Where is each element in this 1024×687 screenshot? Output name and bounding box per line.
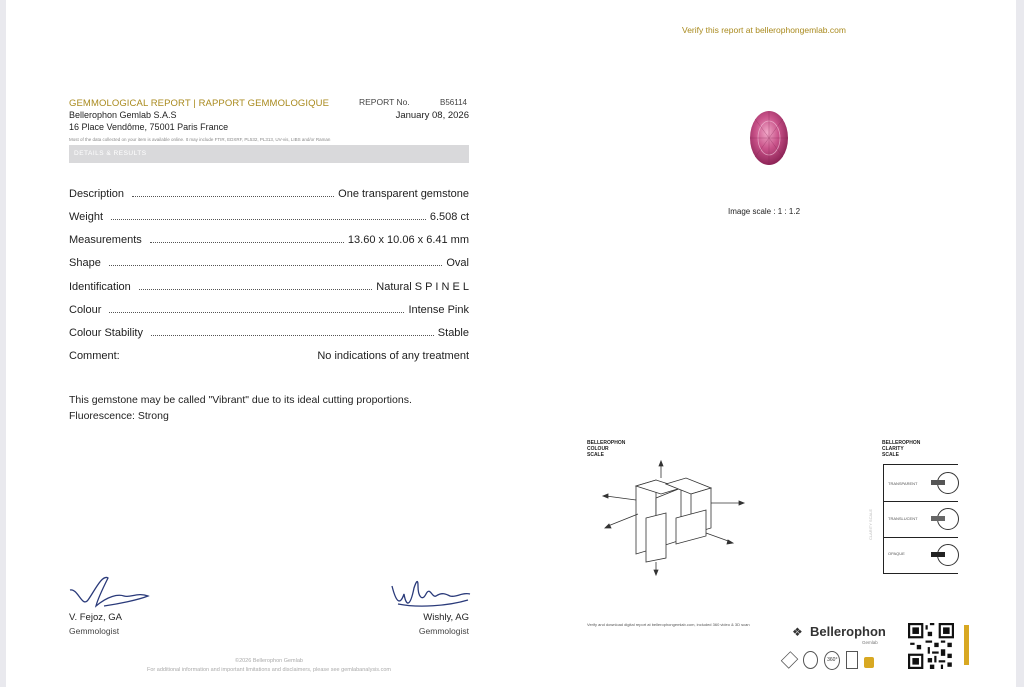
detail-label: Comment: [69,350,120,362]
cutting-note: This gemstone may be called "Vibrant" due to its ideal cutting proportions. [69,394,412,406]
fluorescence-note: Fluorescence: Strong [69,410,169,422]
detail-value: Natural S P I N E L [376,281,469,293]
signatory-role: Gemmologist [69,626,120,636]
detail-value: Oval [446,257,469,269]
image-scale: Image scale : 1 : 1.2 [728,207,801,216]
colour-scale-title: BELLEROPHON COLOUR SCALE [587,440,626,458]
qr-code-icon[interactable] [908,623,954,669]
verify-link[interactable]: Verify this report at bellerophongemlab.com [682,25,846,35]
detail-row-identification [69,279,469,295]
detail-value: 6.508 ct [429,211,469,223]
company-address: 16 Place Vendôme, 75001 Paris France [69,122,229,132]
detail-label: Measurements [69,234,142,246]
leader-dots [111,219,426,220]
gem-outline-icon[interactable] [803,651,818,669]
company-name: Bellerophon Gemlab S.A.S [69,110,177,120]
report-number: B56114 [440,98,467,107]
clarity-scale-title: BELLEROPHON CLARITY SCALE [882,440,921,458]
clarity-bar-icon [931,552,945,557]
signatory-name: Wishly, AG [423,612,469,623]
clarity-level-translucent: TRANSLUCENT [888,516,918,521]
detail-label: Shape [69,257,101,269]
section-bar [69,145,469,163]
signature-fejoz [68,570,158,610]
document-icon[interactable] [846,651,858,669]
detail-row-measurements [69,232,469,248]
detail-row-colour-stability [69,325,469,341]
lock-icon [864,657,874,668]
clarity-bar-icon [931,480,945,485]
signatory-name: V. Fejoz, GA [69,612,122,623]
detail-label: Description [69,188,125,200]
detail-row-description [69,186,469,202]
clarity-level-opaque: OPAQUE [888,551,905,556]
leader-dots [109,265,443,266]
gemstone-image [749,110,789,166]
signature-wishly [388,572,472,612]
leader-dots [150,242,344,243]
detail-value: Intense Pink [408,304,469,316]
detail-row-weight [69,209,469,225]
signatory-role: Gemmologist [418,626,469,636]
copyright: ©2026 Bellerophon Gemlab [235,658,303,664]
detail-row-colour [69,302,469,318]
disclaimer: For additional information and important limitations and disclaimers, please see gemlabanalysis.com [147,667,391,673]
report-date: January 08, 2026 [395,110,469,121]
detail-row-shape [69,255,469,271]
detail-value: Stable [437,327,469,339]
detail-value: One transparent gemstone [338,188,469,200]
section-bar-label: DETAILS & RESULTS [74,150,147,157]
detail-value: 13.60 x 10.06 x 6.41 mm [347,234,469,246]
brand-sub: Gemlab [862,640,878,645]
notes [69,392,412,424]
colour-scale-diagram [586,458,756,578]
detail-label: Colour Stability [69,327,143,339]
clarity-scale-box [883,464,958,574]
diamond-logo-icon: ❖ [792,625,803,639]
detail-value: No indications of any treatment [317,350,469,362]
clarity-side-label: CLARITY SCALE [868,508,873,540]
leader-dots [139,289,373,290]
cube-3d-icon[interactable] [781,651,799,669]
detail-label: Colour [69,304,102,316]
detail-row-comment [69,348,469,364]
brand-name: Bellerophon [810,624,886,639]
detail-label: Weight [69,211,104,223]
detail-label: Identification [69,281,131,293]
leader-dots [151,335,434,336]
feature-icons [782,650,874,670]
clarity-bar-icon [931,516,945,521]
report-title: GEMMOLOGICAL REPORT | RAPPORT GEMMOLOGIQUE [69,98,330,109]
video-360-icon[interactable]: 360° [824,651,840,670]
report-number-label: REPORT No. [359,97,410,107]
fine-print: Most of the data collected on your item is available online. It may include FTIR, EDXRF, PL532, PL313, UV-vis, LIBS and/or Raman [69,137,331,142]
download-note: Verify and download digital report at bellerophongemlab.com, included 360 video & 3D scan [587,622,750,627]
gold-side-tag [964,625,969,665]
report-page [6,0,1016,687]
clarity-level-transparent: TRANSPARENT [888,481,918,486]
leader-dots [132,196,334,197]
leader-dots [109,312,404,313]
